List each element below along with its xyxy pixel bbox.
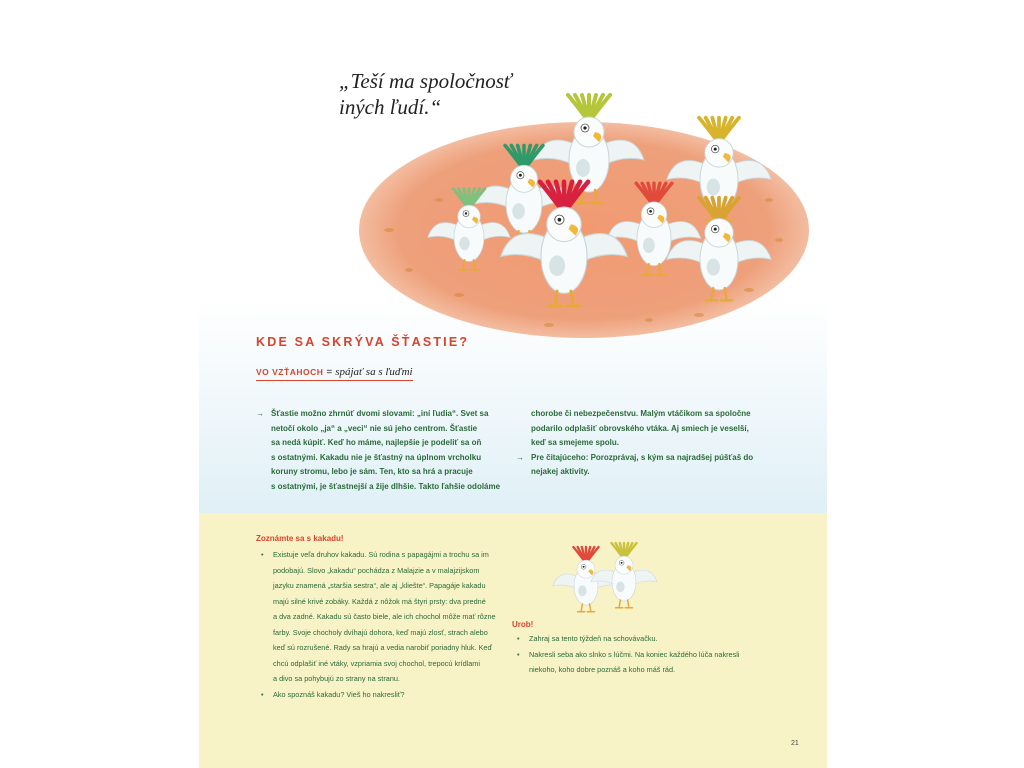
- text-line: netočí okolo „ja“ a „veci“ nie sú jeho centrom. Šťastie: [271, 423, 478, 433]
- quote: [339, 68, 559, 120]
- text-line: sa nedá kúpiť. Keď ho máme, najlepšie je podeliť sa oň: [271, 438, 482, 447]
- list-item: [515, 631, 785, 647]
- subheading-italic: spájať sa s ľuďmi: [335, 366, 413, 378]
- text-line: s ostatnými, je šťastnejší a žije dlhšie. Takto ľahšie odoláme: [271, 481, 501, 491]
- quote-line-1: „Teší ma spoločnosť: [339, 69, 512, 93]
- text-line: Pre čitajúceho: Porozprávaj, s kým sa najradšej púšťaš do: [531, 452, 754, 462]
- text-line: podarilo odplašiť obrovského vtáka. Aj smiech je veselší,: [531, 423, 749, 433]
- body-paragraph: [256, 407, 511, 494]
- book-page: [199, 0, 827, 768]
- text-line: Existuje veľa druhov kakadu. Sú rodina s papagájmi a trochu sa im: [273, 550, 489, 559]
- text-line: Ako spoznáš kakadu? Vieš ho nakresliť?: [273, 689, 405, 699]
- text-line: a dva zadné. Kakadu sú často biele, ale ich chochol môže mať rôzne: [273, 612, 496, 621]
- text-line: Šťastie možno zhrnúť dvomi slovami: „iní ľudia“. Svet sa: [271, 409, 489, 418]
- subheading-bold: VO VZŤAHOCH: [256, 367, 324, 377]
- body-paragraph: [516, 451, 776, 480]
- text-line: keď sa smejeme spolu.: [531, 438, 620, 447]
- meet-list: [259, 547, 499, 702]
- urob-title: Urob!: [512, 620, 534, 629]
- text-line: koruny stromu, lebo je sám. Ten, kto sa hrá a pracuje: [271, 467, 473, 476]
- arrow-icon: →: [516, 452, 524, 462]
- text-line: keď sú rozrušené. Rady sa hrajú a vedia narobiť poriadny hluk. Keď: [273, 643, 492, 652]
- text-line: niekoho, koho dobre poznáš a koho máš rád.: [529, 665, 676, 674]
- two-cockatoos-illustration: [544, 530, 659, 620]
- list-item: [259, 547, 499, 687]
- bullet-icon: •: [517, 649, 520, 659]
- text-line: jazyku znamená „staršia sestra“, ale aj „kliešte“. Papagáje kakadu: [273, 581, 486, 590]
- section-heading: KDE SA SKRÝVA ŠŤASTIE?: [256, 335, 470, 349]
- cockatoo: [591, 543, 657, 608]
- text-line: Zahraj sa tento týždeň na schovávačku.: [529, 634, 658, 643]
- text-line: s ostatnými. Kakadu nie je šťastný na úplnom vrcholku: [271, 452, 482, 462]
- list-item: [259, 687, 499, 703]
- body-column-right: [516, 407, 776, 480]
- text-line: majú silné krivé zobáky. Každá z nôžok má štyri prsty: dva predné: [273, 596, 486, 606]
- text-line: nejakej aktivity.: [531, 467, 590, 476]
- bullet-icon: •: [261, 550, 264, 559]
- text-line: a divo sa pohybujú zo strany na stranu.: [273, 674, 400, 683]
- text-line: podobajú. Slovo „kakadu“ pochádza z Malajzie a v malajzijskom: [273, 565, 480, 575]
- page-number: 21: [791, 740, 799, 747]
- body-paragraph: [516, 407, 776, 451]
- urob-list: [515, 631, 785, 678]
- quote-line-2: iných ľudí.“: [339, 95, 442, 119]
- text-line: chorobe či nebezpečenstvu. Malým vtáčikom sa spoločne: [531, 409, 751, 418]
- text-line: Nakresli seba ako slnko s lúčmi. Na koniec každého lúča nakresli: [529, 649, 740, 659]
- bullet-icon: •: [517, 634, 520, 643]
- subheading-equals: =: [326, 367, 333, 378]
- meet-title: Zoznámte sa s kakadu!: [256, 534, 344, 543]
- subheading: [256, 366, 413, 381]
- bullet-icon: •: [261, 689, 264, 699]
- text-line: farby. Svoje chocholy dvíhajú dohora, keď majú zlosť, strach alebo: [273, 627, 488, 637]
- body-column-left: [256, 407, 511, 494]
- list-item: [515, 647, 785, 678]
- text-line: chcú odplašiť iné vtáky, vzpriamia svoj chochol, trepocú krídlami: [273, 658, 481, 668]
- arrow-icon: →: [256, 409, 264, 418]
